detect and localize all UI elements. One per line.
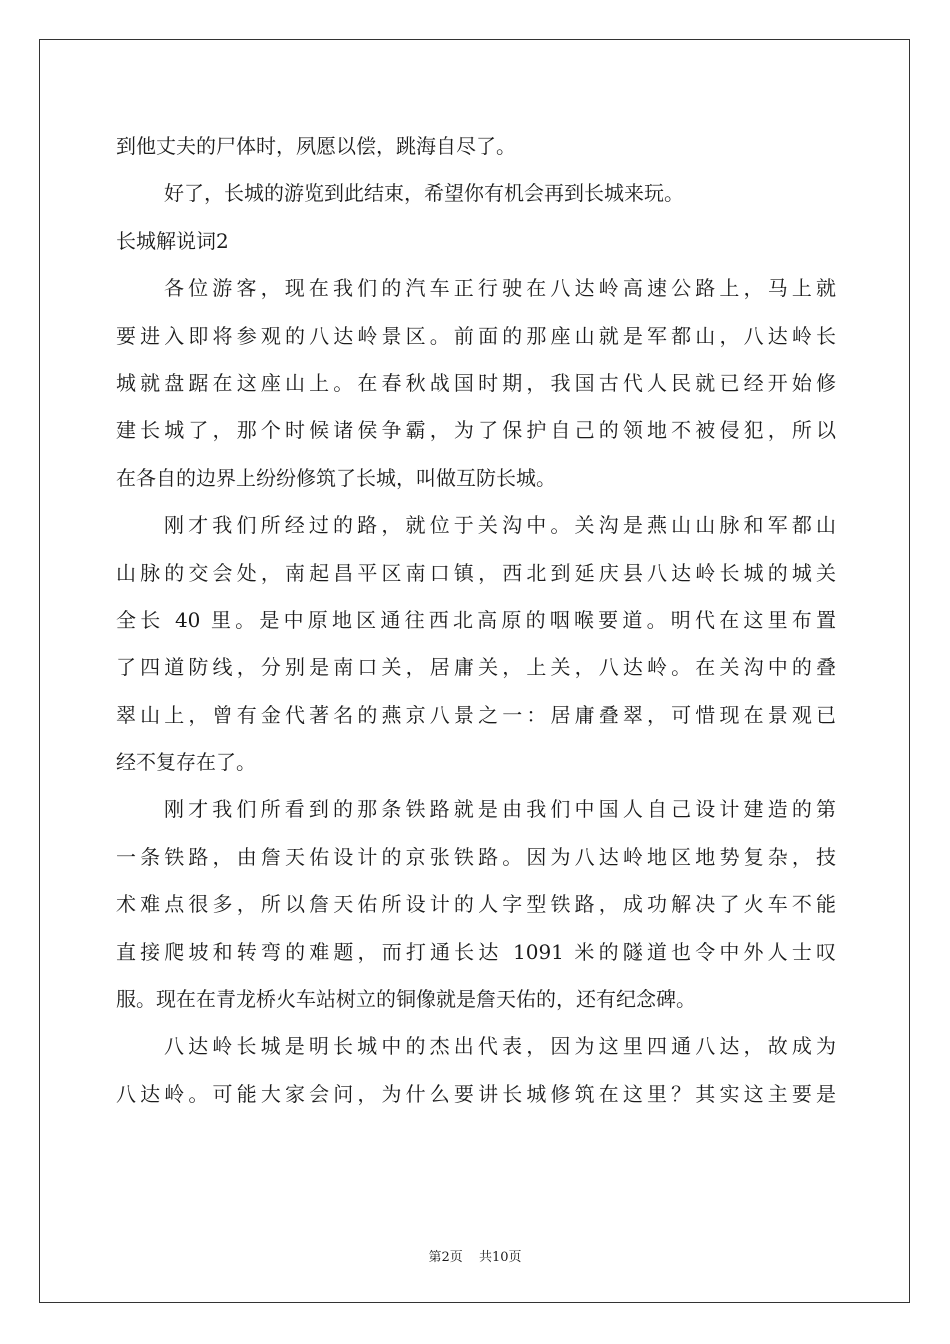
page-footer	[0, 1246, 950, 1265]
text-line: 一条铁路，由詹天佑设计的京张铁路。因为八达岭地区地势复杂，技	[116, 844, 836, 869]
document-body	[116, 123, 836, 1118]
section-heading: 长城解说词2	[116, 228, 229, 253]
text-line: 好了，长城的游览到此结束，希望你有机会再到长城来玩。	[164, 181, 684, 206]
text-line: 了四道防线，分别是南口关，居庸关，上关，八达岭。在关沟中的叠	[116, 655, 836, 680]
text-line: 到他丈夫的尸体时，夙愿以偿，跳海自尽了。	[116, 134, 516, 158]
text-line: 服。现在在青龙桥火车站树立的铜像就是詹天佑的，还有纪念碑。	[116, 987, 696, 1012]
text-line: 刚才我们所看到的那条铁路就是由我们中国人自己设计建造的第	[164, 797, 836, 822]
text-line: 术难点很多，所以詹天佑所设计的人字型铁路，成功解决了火车不能	[116, 892, 836, 917]
page-number: 第2页	[428, 1250, 463, 1265]
text-line: 要进入即将参观的八达岭景区。前面的那座山就是军都山，八达岭长	[116, 323, 836, 348]
page-total: 共10页	[478, 1250, 522, 1265]
text-line: 在各自的边界上纷纷修筑了长城，叫做互防长城。	[116, 465, 556, 490]
text-line: 八达岭长城是明长城中的杰出代表，因为这里四通八达，故成为	[164, 1034, 836, 1059]
text-line: 各位游客，现在我们的汽车正行驶在八达岭高速公路上，马上就	[164, 276, 836, 301]
text-line: 翠山上，曾有金代著名的燕京八景之一：居庸叠翠，可惜现在景观已	[116, 702, 836, 727]
text-line: 全长 40 里。是中原地区通往西北高原的咽喉要道。明代在这里布置	[116, 607, 836, 632]
text-line: 山脉的交会处，南起昌平区南口镇，西北到延庆县八达岭长城的城关	[116, 560, 836, 585]
text-line: 八达岭。可能大家会问，为什么要讲长城修筑在这里？其实这主要是	[116, 1081, 836, 1106]
text-line: 城就盘踞在这座山上。在春秋战国时期，我国古代人民就已经开始修	[116, 370, 836, 395]
text-line: 经不复存在了。	[116, 750, 256, 775]
text-line: 直接爬坡和转弯的难题，而打通长达 1091 米的隧道也令中外人士叹	[116, 939, 836, 964]
text-line: 刚才我们所经过的路，就位于关沟中。关沟是燕山山脉和军都山	[164, 513, 836, 538]
text-line: 建长城了，那个时候诸侯争霸，为了保护自己的领地不被侵犯，所以	[116, 418, 836, 443]
